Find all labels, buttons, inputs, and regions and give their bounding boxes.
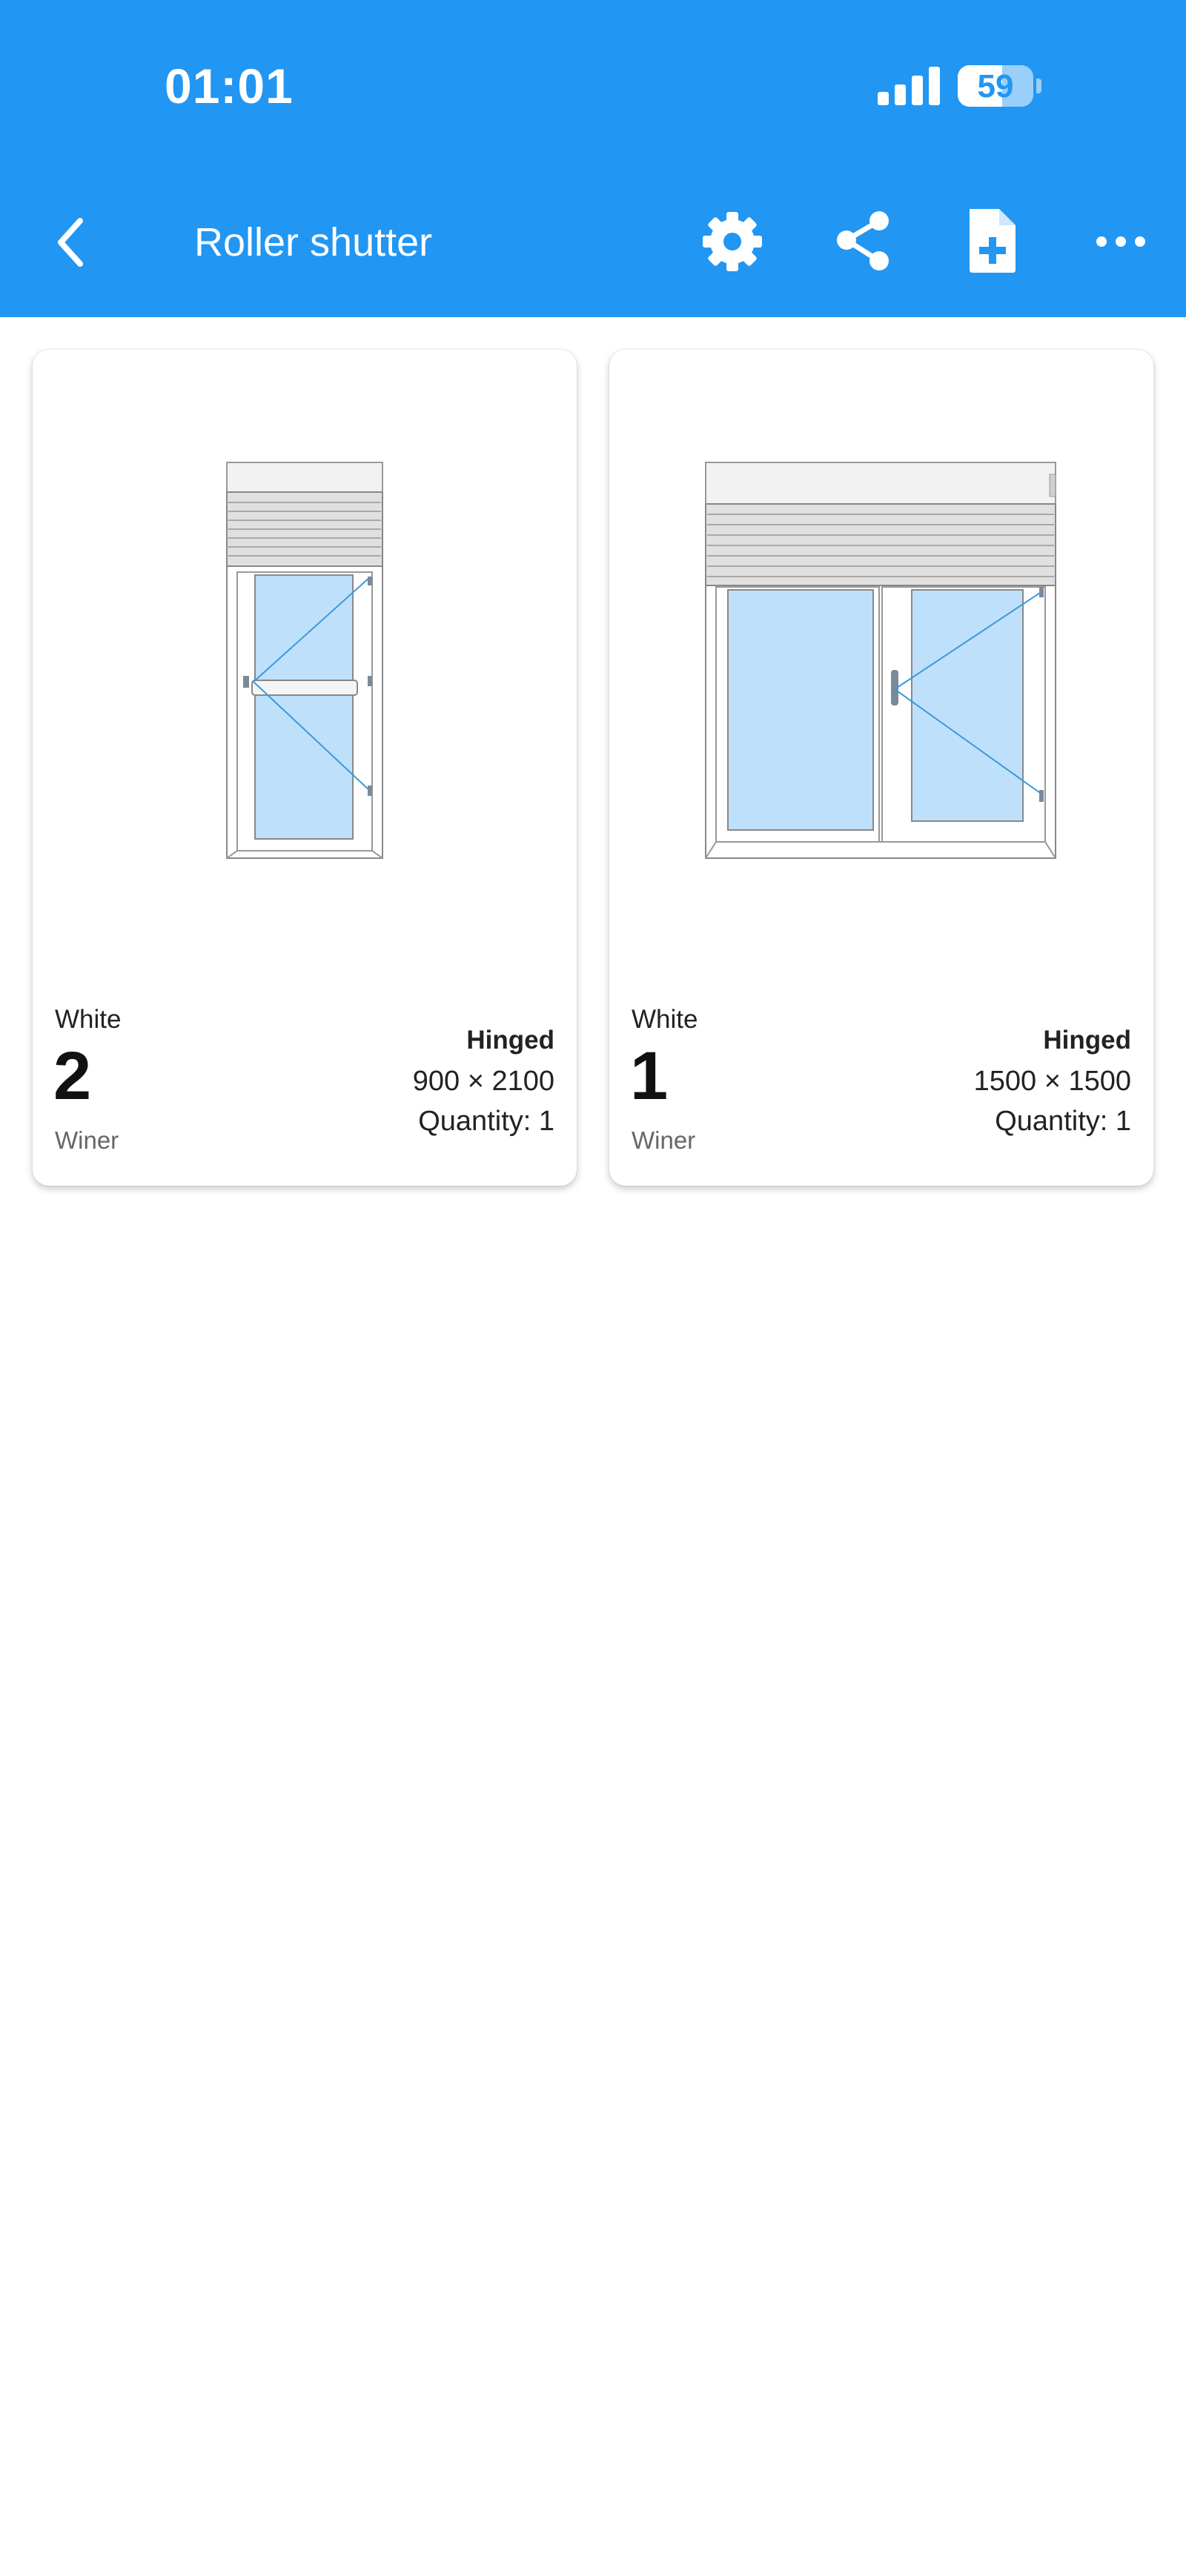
item-brand: Winer — [632, 1126, 696, 1154]
window-card[interactable] — [33, 350, 577, 1186]
share-button[interactable] — [827, 205, 898, 276]
back-button[interactable] — [46, 209, 105, 276]
share-icon — [827, 205, 898, 276]
more-button[interactable] — [1085, 205, 1156, 276]
item-position-number: 1 — [630, 1038, 669, 1114]
window-card[interactable] — [609, 350, 1153, 1186]
item-color: White — [55, 1005, 122, 1034]
app-bar — [0, 0, 1186, 317]
gear-icon — [697, 205, 768, 276]
battery-icon — [958, 65, 1033, 107]
item-brand: Winer — [55, 1126, 119, 1154]
more-horizontal-icon — [1085, 205, 1156, 276]
status-time: 01:01 — [165, 59, 294, 113]
file-plus-icon — [956, 205, 1027, 276]
item-type: Hinged — [466, 1026, 554, 1055]
page-title: Roller shutter — [194, 220, 433, 265]
door-drawing — [33, 350, 577, 987]
item-type: Hinged — [1043, 1026, 1131, 1055]
battery-level: 59 — [977, 68, 1014, 104]
item-size: 1500 × 1500 — [973, 1066, 1131, 1097]
chevron-left-icon — [46, 209, 105, 276]
item-quantity: Quantity: 1 — [995, 1106, 1131, 1137]
item-quantity: Quantity: 1 — [418, 1106, 554, 1137]
settings-button[interactable] — [697, 205, 768, 276]
window-drawing — [609, 350, 1153, 987]
item-size: 900 × 2100 — [412, 1066, 554, 1097]
add-document-button[interactable] — [956, 205, 1027, 276]
signal-icon — [878, 67, 940, 105]
item-position-number: 2 — [53, 1038, 92, 1114]
item-color: White — [632, 1005, 698, 1034]
